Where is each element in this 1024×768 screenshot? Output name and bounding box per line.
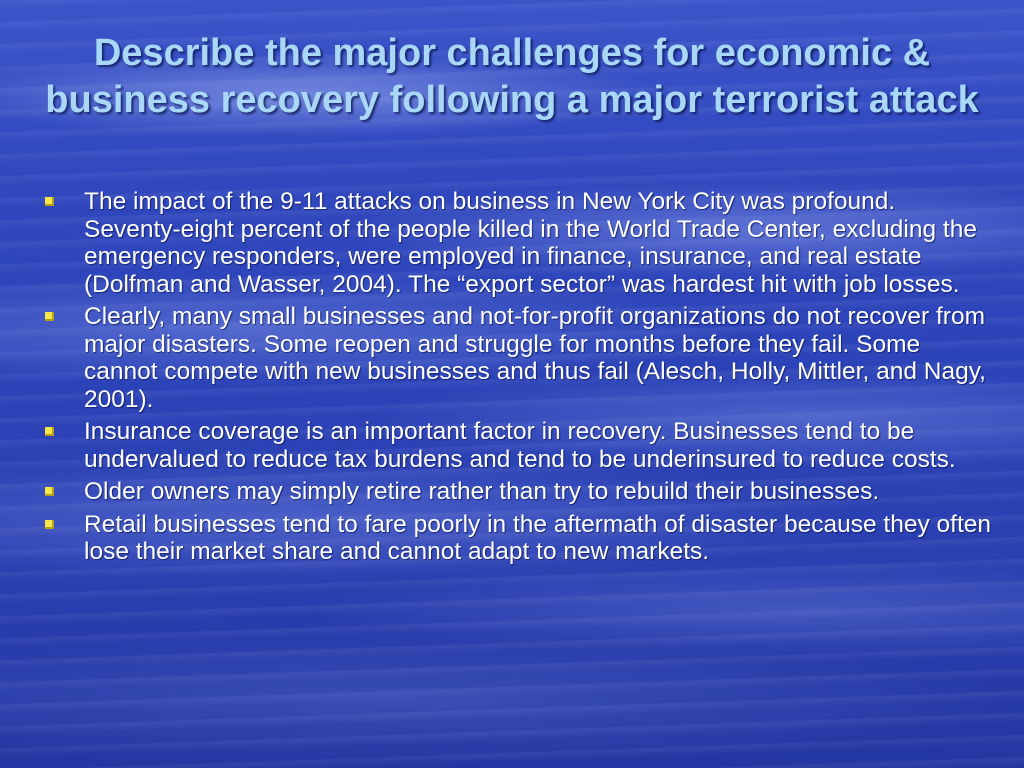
bullet-item [44, 188, 994, 298]
bullet-item [44, 478, 994, 506]
bullet-list [44, 188, 994, 571]
square-bullet-icon [45, 312, 54, 321]
square-bullet-icon [45, 520, 54, 529]
bullet-item [44, 418, 994, 473]
bullet-text: Retail businesses tend to fare poorly in the aftermath of disaster because they often lose their market share and cannot adapt to new markets. [84, 510, 992, 565]
slide-title: Describe the major challenges for economic & business recovery following a major terrorist attack [45, 32, 979, 121]
bullet-text: Clearly, many small businesses and not-for-profit organizations do not recover from major disasters. Some reopen and struggle for months before they fail. Some cannot compete with new businesses and thus fail (Alesch, Holly, Mittler, and Nagy, 2001). [84, 303, 986, 413]
bullet-item [44, 303, 994, 413]
square-bullet-icon [45, 427, 54, 436]
square-bullet-icon [45, 487, 54, 496]
bullet-item [44, 511, 994, 566]
square-bullet-icon [45, 197, 54, 206]
bullet-text: Insurance coverage is an important factor in recovery. Businesses tend to be undervalued to reduce tax burdens and tend to be underinsured to reduce costs. [84, 418, 956, 473]
bullet-text: Older owners may simply retire rather than try to rebuild their businesses. [84, 478, 880, 505]
bullet-text: The impact of the 9-11 attacks on business in New York City was profound. Seventy-eight percent of the people killed in the World Trade Center, excluding the emergency responders, were employed in finance, insurance, and real estate (Dolfman and Wasser, 2004). The “export sector” was hardest hit with job losses. [84, 188, 977, 298]
